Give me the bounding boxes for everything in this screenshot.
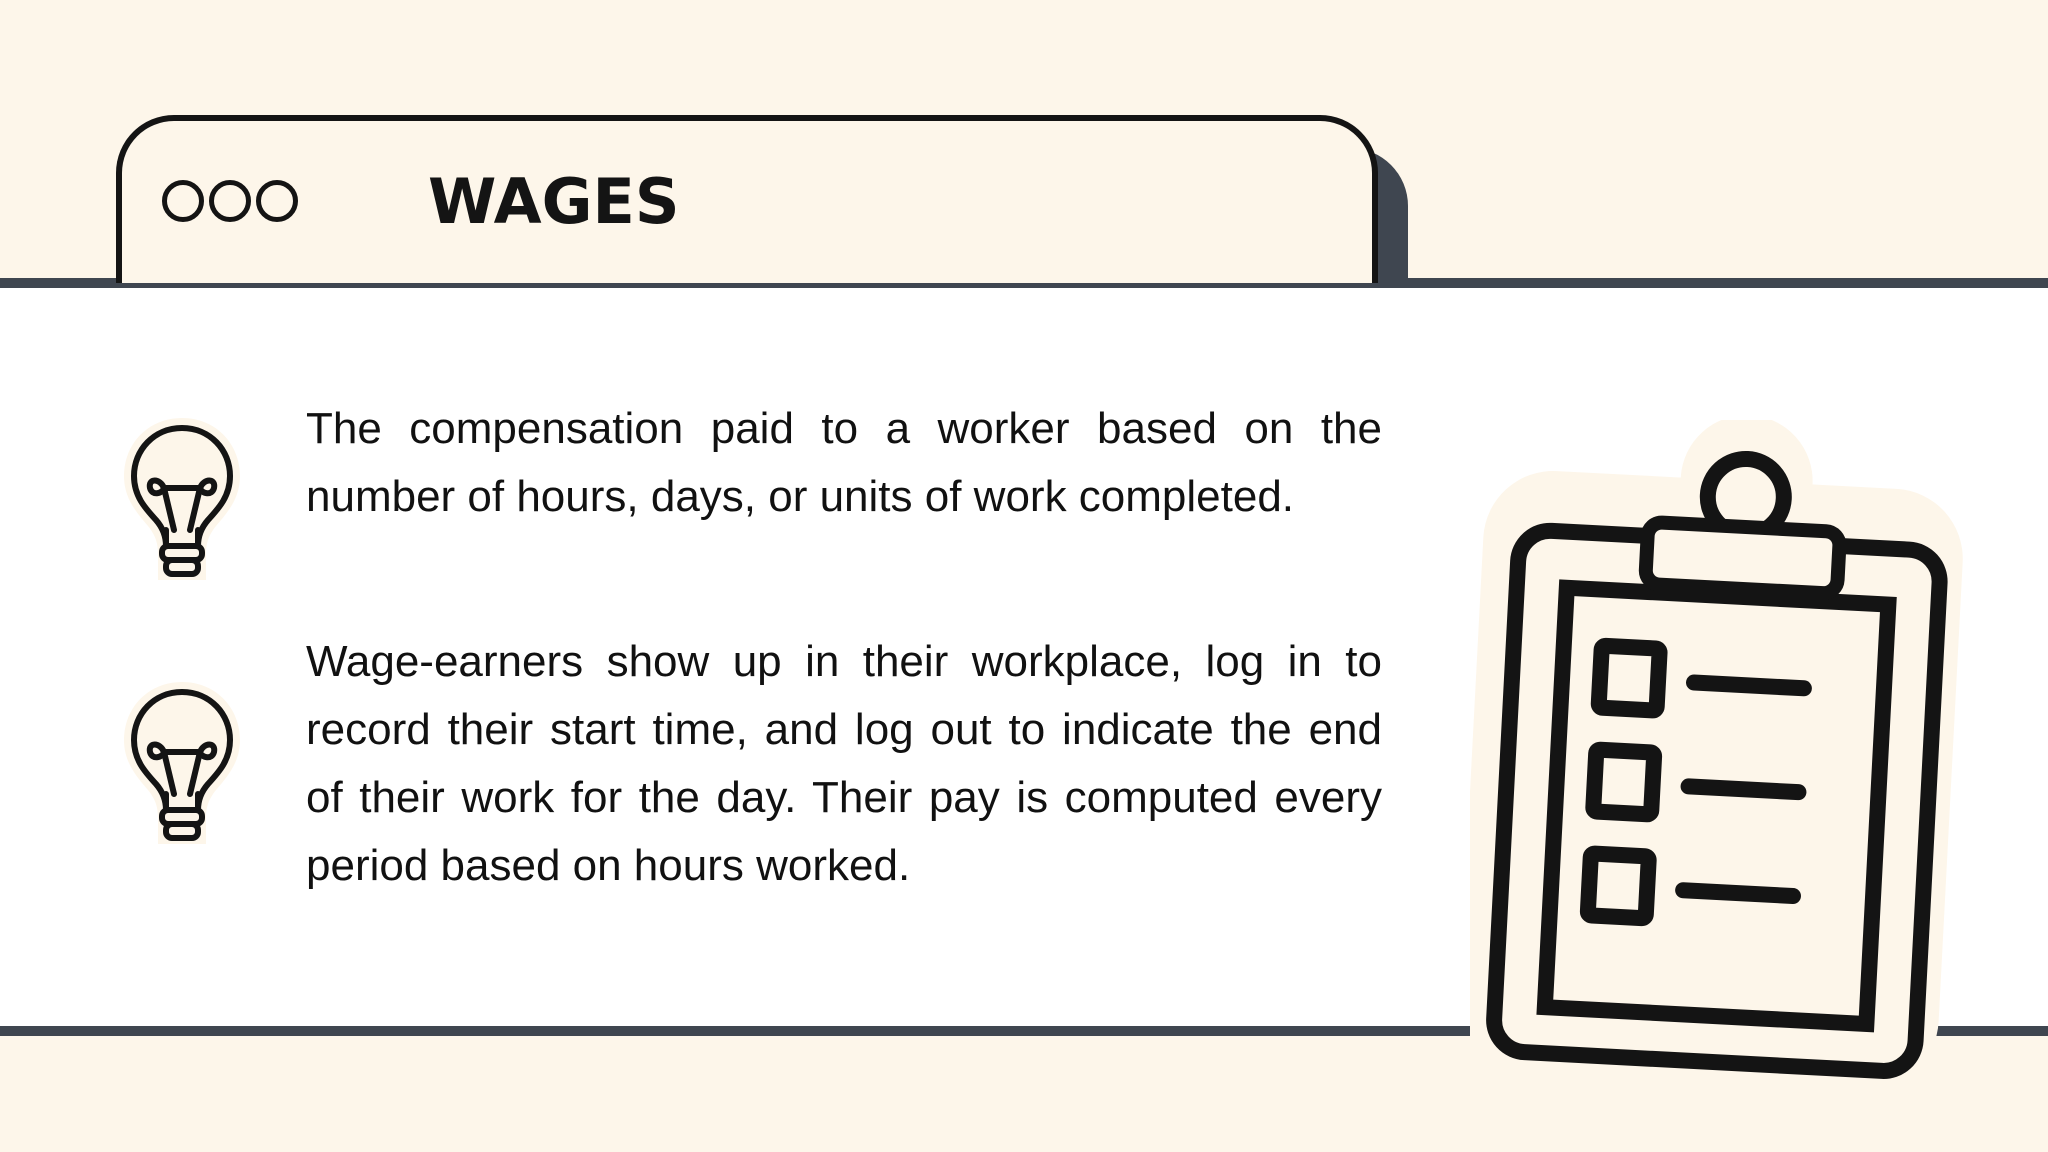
- dot-icon: [162, 180, 204, 222]
- title-tab: [116, 115, 1378, 283]
- lightbulb-icon: [118, 412, 246, 588]
- clipboard-checklist-icon: [1470, 420, 1970, 1100]
- page-title: WAGES: [428, 165, 680, 238]
- dot-icon: [256, 180, 298, 222]
- description-paragraph: Wage-earners show up in their workplace, log in to record their start time, and log out to indicate the end of their work for the day. Their pay is computed every period based on hours worked.: [306, 637, 1382, 890]
- definition-paragraph: The compensation paid to a worker based on the number of hours, days, or units of work completed.: [306, 404, 1382, 521]
- window-dots-icon: [162, 180, 298, 222]
- dot-icon: [209, 180, 251, 222]
- lightbulb-icon: [118, 676, 246, 852]
